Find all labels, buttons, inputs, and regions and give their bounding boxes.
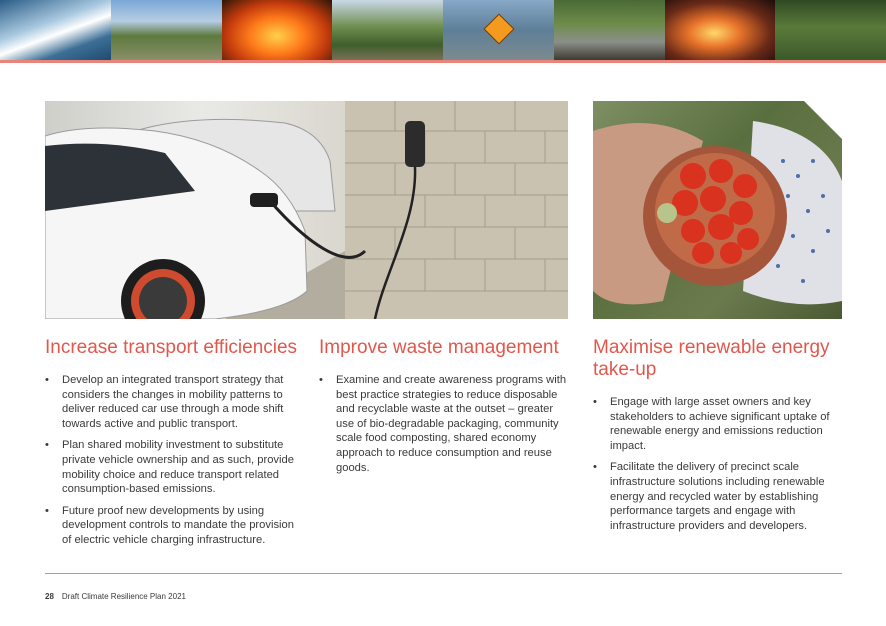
section-transport <box>45 337 300 555</box>
banner-photo-lightning <box>665 0 776 60</box>
photo-corner-cut <box>804 101 842 139</box>
tomato-bowl-photo <box>593 101 842 319</box>
section-renewable-energy <box>593 337 848 540</box>
section-heading: Increase transport efficiencies <box>45 337 298 358</box>
list-item: • Engage with large asset owners and key stakeholders to achieve significant uptake of renewable energy and emissions reduction impact. <box>593 395 848 453</box>
banner-photo-bushfire <box>222 0 333 60</box>
banner-divider <box>0 60 886 63</box>
banner-photo-wave <box>0 0 111 60</box>
bullet-list <box>45 373 300 548</box>
banner-photo-forest <box>775 0 886 60</box>
list-item: • Future proof new developments by using development controls to mandate the provision of electric vehicle charging infrastructure. <box>45 504 300 548</box>
section-heading: Maximise renewable energy take-up <box>593 337 830 380</box>
document-title: Draft Climate Resilience Plan 2021 <box>61 592 186 601</box>
list-item: • Plan shared mobility investment to substitute private vehicle ownership and as such, provide mobility choice and reduce transport related consumption-based emissions. <box>45 438 300 496</box>
banner-photo-houses <box>111 0 222 60</box>
header-photo-banner <box>0 0 886 60</box>
page-footer <box>45 592 186 601</box>
list-item: • Examine and create awareness programs with best practice strategies to reduce disposable and recyclable waste at the outset – greater use of bio-degradable packaging, community scale food composting, shared economy approach to reduce consumption and reuse goods. <box>319 373 574 475</box>
section-heading: Improve waste management <box>319 337 559 358</box>
page-number: 28 <box>45 592 54 601</box>
bullet-list <box>593 395 848 533</box>
warning-sign-icon <box>484 13 515 44</box>
banner-photo-storm-car <box>554 0 665 60</box>
banner-photo-flood-sign <box>443 0 554 60</box>
ev-charging-photo <box>45 101 568 319</box>
list-item: • Develop an integrated transport strategy that considers the changes in mobility patterns to deliver reduced car use through a mode shift towards active and public transport. <box>45 373 300 431</box>
banner-photo-green-building <box>332 0 443 60</box>
section-waste <box>319 337 574 482</box>
bullet-list <box>319 373 574 475</box>
ev-charging-illustration <box>45 101 568 319</box>
footer-divider <box>45 573 842 574</box>
list-item: • Facilitate the delivery of precinct scale infrastructure solutions including renewable energy and recycled water by establishing performance targets and engage with infrastructure providers and developers. <box>593 460 848 533</box>
